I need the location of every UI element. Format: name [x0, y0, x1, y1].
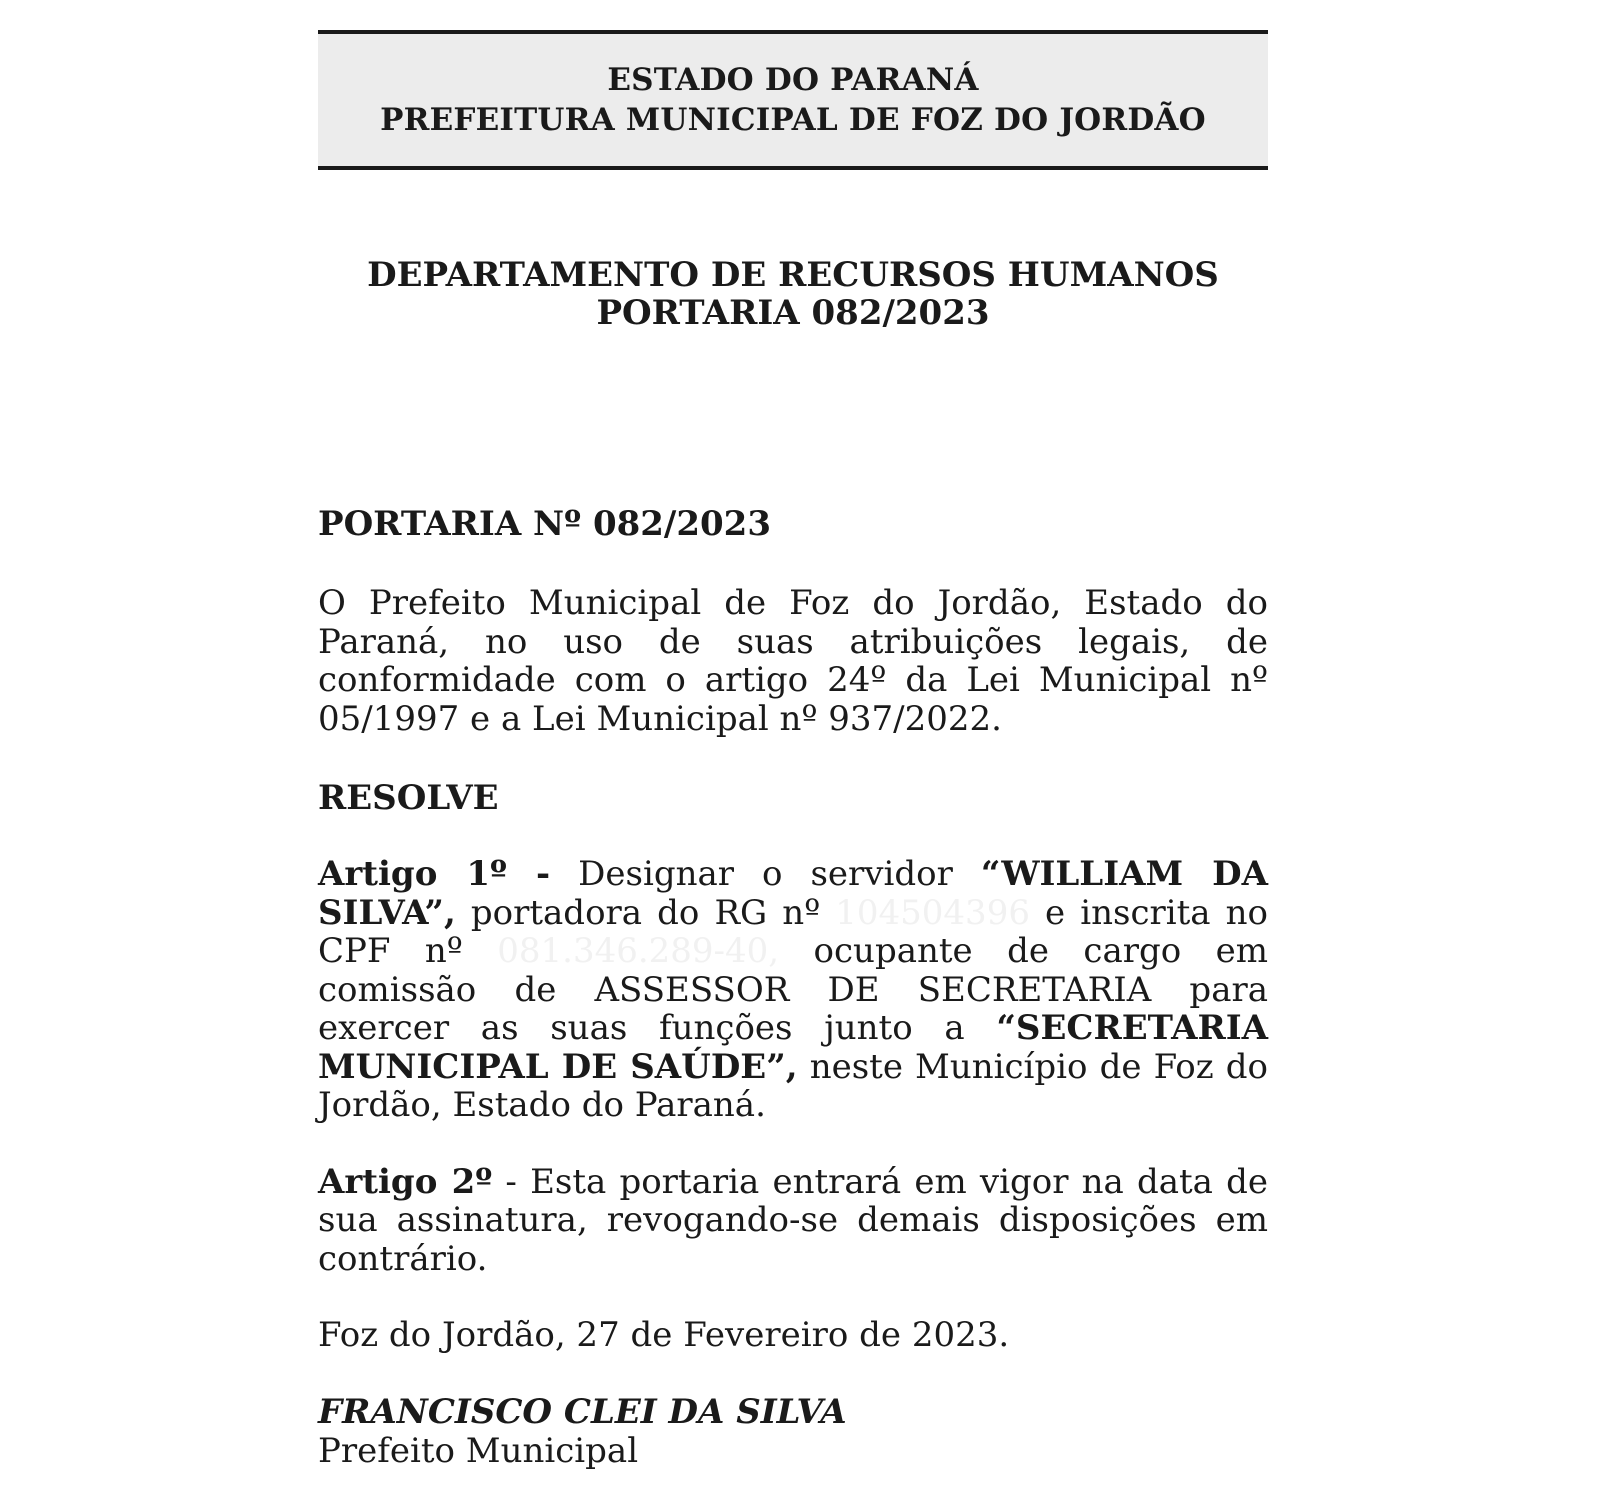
secretaria-name: “SECRETARIA MUNICIPAL DE SAÚDE”, — [318, 1008, 1268, 1087]
article-1-text-a: Designar o servidor — [550, 854, 981, 894]
document-page — [318, 30, 1268, 1470]
article-1-label: Artigo 1º - — [318, 854, 551, 894]
cpf-number-redacted: 081.346.289-40, — [497, 931, 780, 971]
rg-number-redacted: 104504396 — [835, 892, 1030, 933]
article-1 — [318, 855, 1268, 1125]
department-heading — [318, 256, 1268, 332]
article-1-text-d: ocupante de cargo em comissão de ASSESSOR DE SECRETARIA para exercer as suas funções junto a — [318, 931, 1269, 1048]
department-portaria: PORTARIA 082/2023 — [596, 293, 990, 333]
signer-name: FRANCISCO CLEI DA SILVA — [318, 1391, 847, 1432]
date-line: Foz do Jordão, 27 de Fevereiro de 2023. — [318, 1315, 1010, 1355]
header-prefecture: PREFEITURA MUNICIPAL DE FOZ DO JORDÃO — [380, 102, 1206, 138]
article-1-text-b: portadora do RG nº — [455, 892, 836, 933]
portaria-title: PORTARIA Nº 082/2023 — [318, 504, 771, 544]
header-state: ESTADO DO PARANÁ — [607, 62, 979, 98]
resolve-heading: RESOLVE — [318, 778, 499, 818]
article-1-text-c: e inscrita no CPF nº — [318, 892, 1268, 971]
signer-role: Prefeito Municipal — [318, 1430, 639, 1471]
document-header — [318, 30, 1268, 170]
preamble-paragraph: O Prefeito Municipal de Foz do Jordão, Estado do Paraná, no uso de suas atribuições legais, de conformidade com o artigo 24º da Lei Municipal nº 05/1997 e a Lei Municipal nº 937/2022. — [318, 583, 1268, 739]
article-2-label: Artigo 2º — [318, 1161, 493, 1202]
article-2-text: - Esta portaria entrará em vigor na data de sua assinatura, revogando-se demais disposições em contrário. — [318, 1161, 1268, 1279]
servant-name: “WILLIAM DA SILVA”, — [318, 854, 1269, 933]
article-2 — [318, 1163, 1268, 1279]
department-name: DEPARTAMENTO DE RECURSOS HUMANOS — [367, 255, 1219, 295]
article-1-text-e: neste Município de Foz do Jordão, Estado do Paraná. — [318, 1046, 1269, 1125]
